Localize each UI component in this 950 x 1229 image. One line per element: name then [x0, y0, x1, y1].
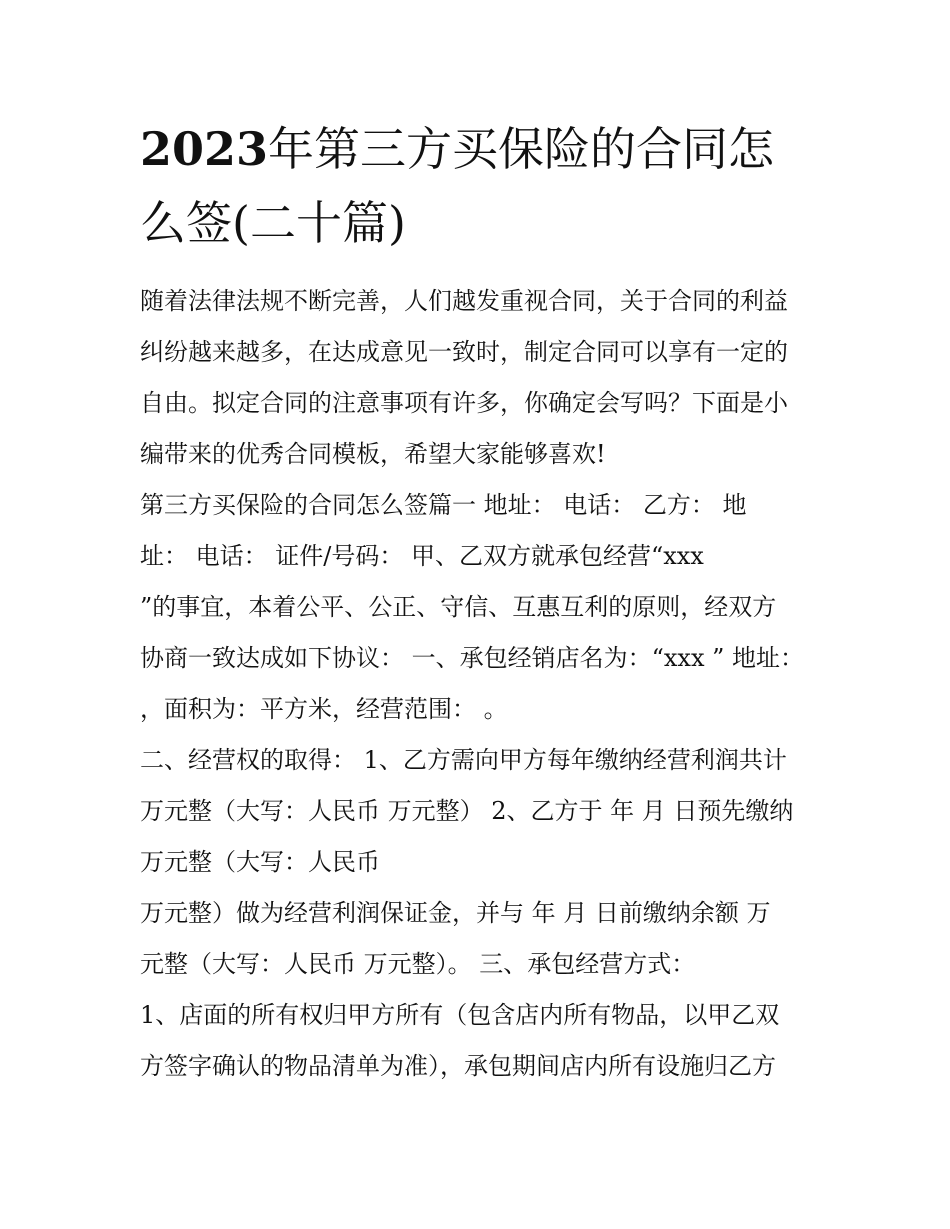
body-line: 编带来的优秀合同模板，希望大家能够喜欢! — [140, 440, 606, 468]
body-line: 二、经营权的取得： 1、乙方需向甲方每年缴纳经营利润共计 — [140, 746, 787, 774]
body-line: 随着法律法规不断完善，人们越发重视合同，关于合同的利益 — [140, 287, 788, 315]
body-line: 元整（大写：人民币 万元整）。 三、承包经营方式： — [140, 950, 696, 978]
document-title — [140, 112, 820, 260]
body-line: 1、店面的所有权归甲方所有（包含店内所有物品，以甲乙双 — [140, 1001, 780, 1029]
body-line: 协商一致达成如下协议： 一、承包经销店名为：“xxx ” 地址： — [140, 644, 805, 672]
body-line: ，面积为：平方米，经营范围： 。 — [140, 695, 508, 723]
body-line: 第三方买保险的合同怎么签篇一 地址： 电话： 乙方： 地 — [140, 491, 747, 519]
document-body — [140, 276, 830, 1092]
body-line: 址： 电话： 证件/号码： 甲、乙双方就承包经营“xxx — [140, 542, 704, 570]
body-line: 自由。拟定合同的注意事项有许多，你确定会写吗？下面是小 — [140, 389, 788, 417]
title-year: 2023 — [140, 122, 269, 176]
title-line2-text: 么签(二十篇) — [140, 196, 406, 250]
body-line: 纠纷越来越多，在达成意见一致时，制定合同可以享有一定的 — [140, 338, 788, 366]
body-line: 万元整（大写：人民币 万元整） 2、乙方于 年 月 日预先缴纳 — [140, 797, 794, 825]
title-line1-text: 年第三方买保险的合同怎 — [268, 122, 775, 176]
body-line: 万元整（大写：人民币 — [140, 848, 380, 876]
body-line: ”的事宜，本着公平、公正、守信、互惠互利的原则，经双方 — [140, 593, 777, 621]
body-line: 方签字确认的物品清单为准），承包期间店内所有设施归乙方 — [140, 1052, 776, 1080]
body-line: 万元整）做为经营利润保证金，并与 年 月 日前缴纳余额 万 — [140, 899, 771, 927]
